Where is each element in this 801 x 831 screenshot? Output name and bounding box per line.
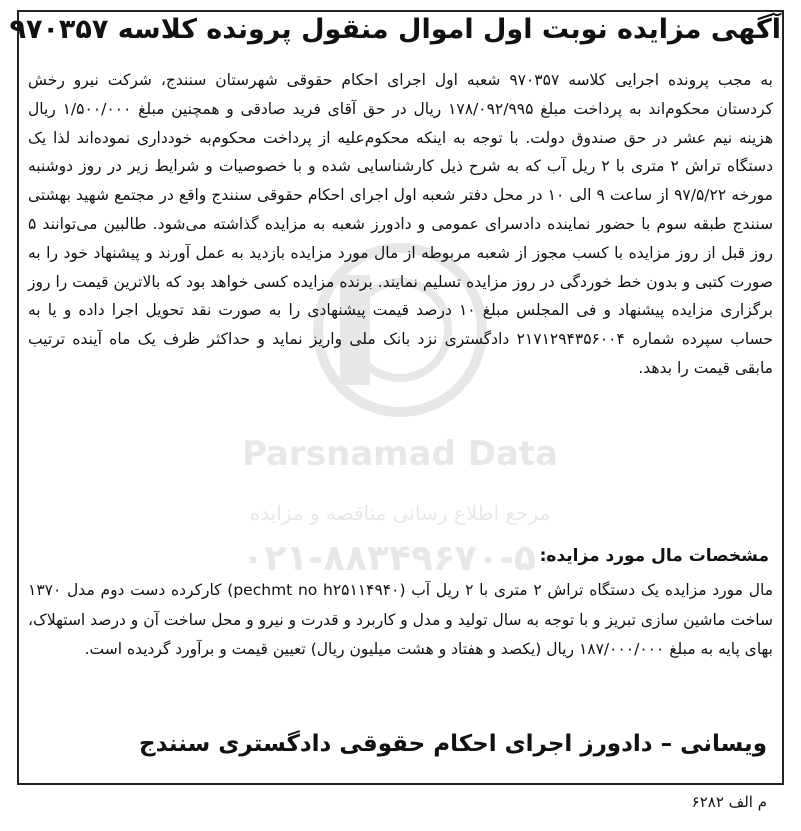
spec-body: مال مورد مزایده یک دستگاه تراش ۲ متری با ۲ ریل آب (pechmt no h۲۵۱۱۴۹۴۰) کارکرده دست دوم مدل ۱۳۷۰ ساخت ماشین سازی تبریز و با توجه به سال تولید و مدل و کاربرد و قدرت و نیرو و محل ساخت آن و درصد استهلاک، بهای پایه به مبلغ ۱۸۷/۰۰۰/۰۰۰ ریال (یکصد و هفتاد و هشت میلیون ریال) تعیین قیمت و برآورد گردیده است. — [28, 581, 773, 658]
watermark-phone: ۰۲۱-۸۸۳۴۹۶۷۰-۵۰ — [242, 538, 558, 579]
notice-body: به مجب پرونده اجرایی کلاسه ۹۷۰۳۵۷ شعبه اول اجرای احکام حقوقی شهرستان سنندج، شرکت نیرو رخش کردستان محکوم‌اند به پرداخت مبلغ ۱۷۸/۰۹۲/۹۹۵ ریال در حق آقای فرید صادقی و همچنین مبلغ ۱/۵۰۰/۰۰۰ ریال هزینه نیم عشر در حق صندوق دولت. با توجه به اینکه محکوم‌علیه از پرداخت محکوم‌به خودداری نموده‌اند لذا یک دستگاه تراش ۲ متری با ۲ ریل آب که به شرح ذیل کارشناسایی شده و با خصوصیات و شرایط زیر در روز دوشنبه مورخه ۹۷/۵/۲۲ از ساعت ۹ الی ۱۰ در محل دفتر شعبه اول اجرای احکام حقوقی سنندج واقع در مجتمع شهید بهشتی سنندج طبقه سوم با حضور نماینده دادسرای عمومی و دادورز شعبه به مزایده گذاشته می‌شود. طالبین می‌توانند ۵ روز قبل از روز مزایده با کسب مجوز از شعبه مربوطه از مال مورد مزایده بازدید به عمل آورند و پیشنهاد خود را به صورت کتبی و بدون خط خوردگی در روز مزایده تسلیم نمایند. برنده مزایده کسی خواهد بود که بالاترین قیمت را روز برگزاری مزایده پیشنهاد و فی المجلس مبلغ ۱۰ درصد قیمت پیشنهادی را به صورت نقد تحویل اجرا داده و یا به حساب سپرده شماره ۲۱۷۱۲۹۴۳۵۶۰۰۴ دادگستری نزد بانک ملی واریز نماید و حداکثر ظرف یک ماه آینده ترتیب مابقی قیمت را بدهد. — [28, 71, 774, 377]
watermark-brand: Parsnamad Data — [241, 434, 559, 474]
notice-title: آگهی مزایده نوبت اول اموال منقول پرونده کلاسه ۹۷۰۳۵۷ — [9, 14, 781, 45]
watermark-subtitle: مرجع اطلاع رسانی مناقصه و مزایده — [249, 501, 551, 525]
signature: ویسانی – دادورز اجرای احکام حقوقی دادگستری سنندج — [139, 731, 767, 757]
reference-code: م الف ۶۲۸۲ — [691, 793, 767, 811]
spec-heading: مشخصات مال مورد مزایده: — [539, 546, 769, 566]
